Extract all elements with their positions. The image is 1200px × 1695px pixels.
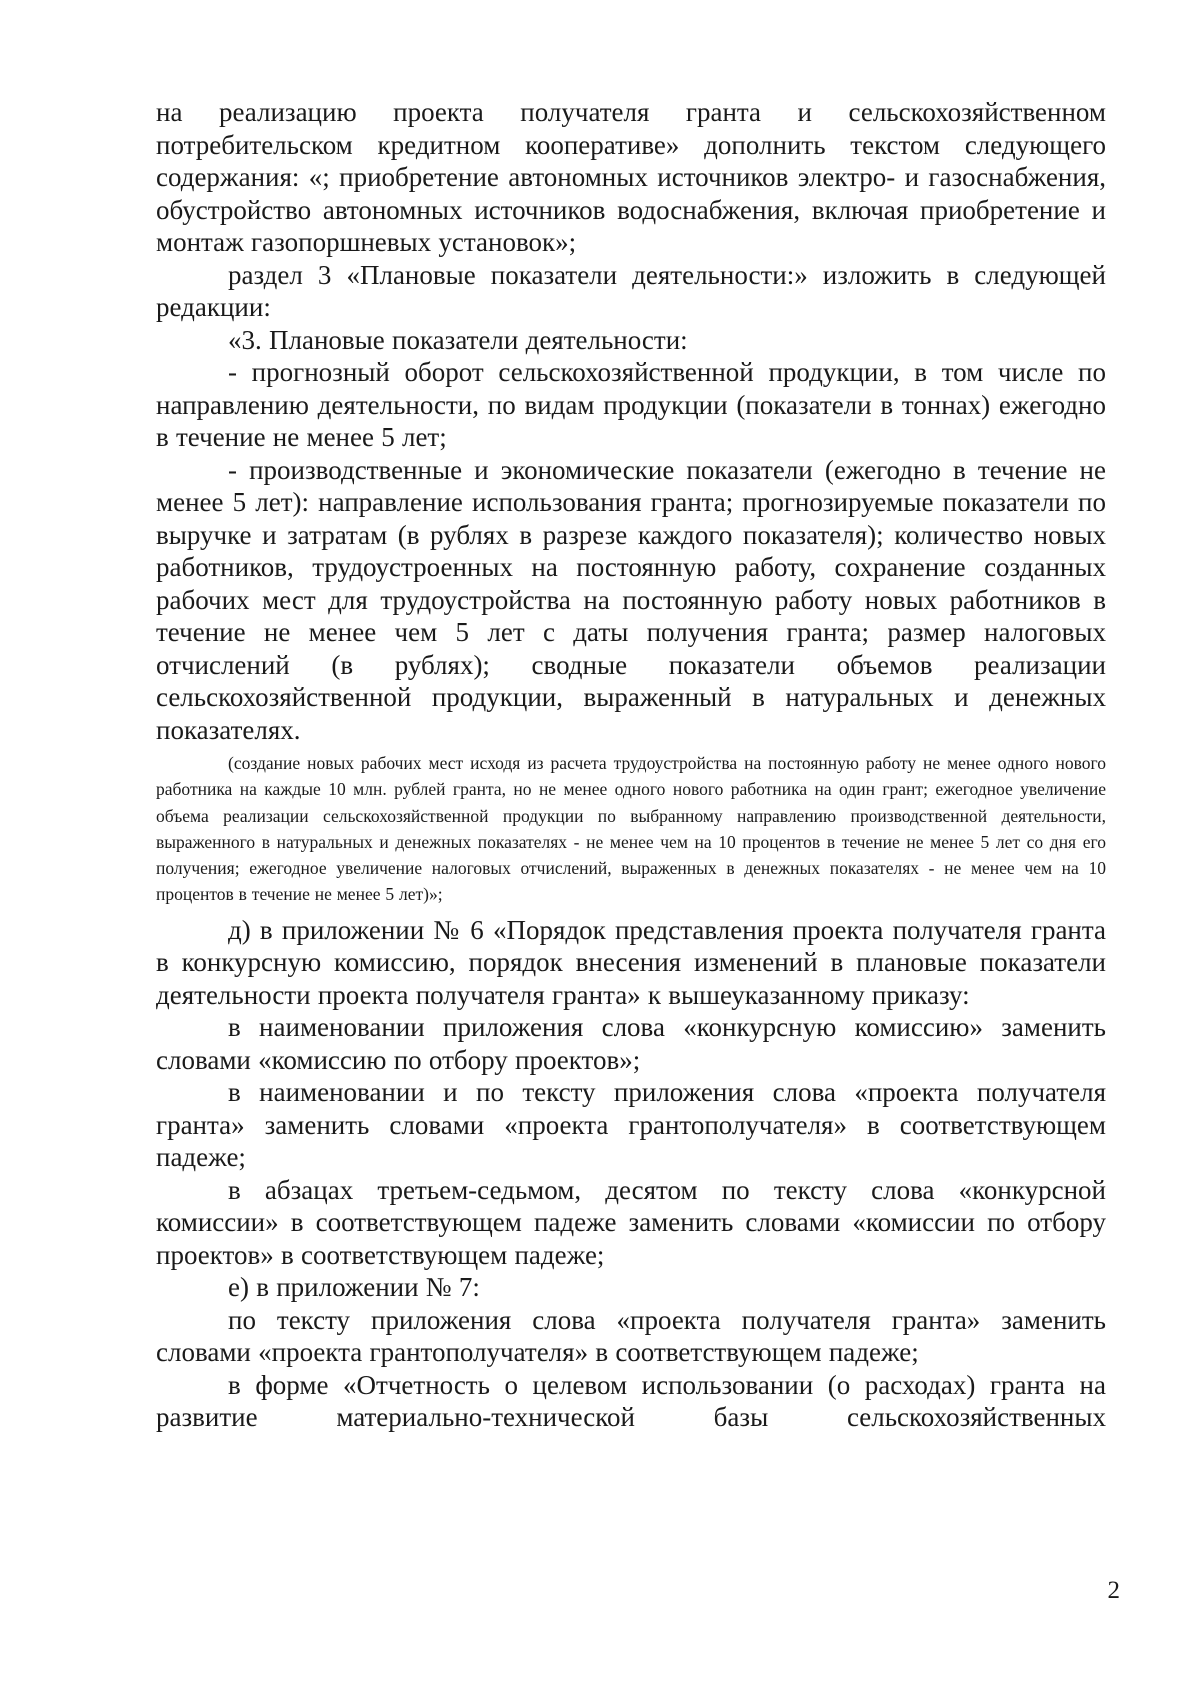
paragraph-appendix-7: е) в приложении № 7: [228, 1272, 480, 1303]
page-number: 2 [1107, 1577, 1120, 1604]
paragraph-note-small-print: (создание новых рабочих мест исходя из расчета трудоустройства на постоянную работу не менее одного нового работника на каждые 10 млн. рублей гранта, но не менее одного нового работника на один грант; ежегодное увеличение объема реализации сельскохозяйственной продукции по выбранному направлению производственной деятельности, выраженного в натуральных и денежных показателях - не менее чем на 10 процентов в течение не менее 5 лет со дня его получения; ежегодное увеличение налоговых отчислений, выраженных в денежных показателях - не менее чем на 10 процентов в течение не менее 5 лет)»; [156, 753, 1106, 905]
paragraph-appendix-6: д) в приложении № 6 «Порядок представления проекта получателя гранта в конкурсную комиссию, порядок внесения изменений в плановые показатели деятельности проекта получателя гранта» к вышеуказанному приказу: [156, 914, 1106, 1010]
paragraph-appendix-6-text-change: в наименовании и по тексту приложения слова «проекта получателя гранта» заменить словами «проекта грантополучателя» в соответствующем падеже; [156, 1077, 1106, 1173]
paragraph-appendix-7-text-change: по тексту приложения слова «проекта получателя гранта» заменить словами «проекта грантополучателя» в соответствующем падеже; [156, 1304, 1106, 1368]
paragraph-appendix-6-commission-change: в абзацах третьем-седьмом, десятом по тексту слова «конкурсной комиссии» в соответствующем падеже заменить словами «комиссии по отбору проектов» в соответствующем падеже; [156, 1174, 1106, 1270]
paragraph-section-3-heading: «3. Плановые показатели деятельности: [228, 324, 688, 355]
paragraph-report-form: в форме «Отчетность о целевом использовании (о расходах) гранта на развитие материально-технической базы сельскохозяйственных [156, 1369, 1106, 1433]
paragraph-appendix-6-title-change: в наименовании приложения слова «конкурсную комиссию» заменить словами «комиссию по отбору проектов»; [156, 1012, 1106, 1075]
document-body [156, 96, 1106, 1434]
paragraph-forecast-turnover: - прогнозный оборот сельскохозяйственной продукции, в том числе по направлению деятельности, по видам продукции (показатели в тоннах) ежегодно в течение не менее 5 лет; [156, 357, 1106, 452]
paragraph-continuation: на реализацию проекта получателя гранта и сельскохозяйственном потребительском кредитном кооперативе» дополнить текстом следующего содержания: «; приобретение автономных источников электро- и газоснабжения, обустройство автономных источников водоснабжения, включая приобретение и монтаж газопоршневых установок»; [156, 97, 1106, 257]
paragraph-production-indicators: - производственные и экономические показатели (ежегодно в течение не менее 5 лет): направление использования гранта; прогнозируемые показатели по выручке и затратам (в рублях в разрезе каждого показателя); количество новых работников, трудоустроенных на постоянную работу, сохранение созданных рабочих мест для трудоустройства на постоянную работу новых работников в течение не менее чем 5 лет с даты получения гранта; размер налоговых отчислений (в рублях); сводные показатели объемов реализации сельскохозяйственной продукции, выраженный в натуральных и денежных показателях. [156, 454, 1106, 745]
paragraph-section-3-instruction: раздел 3 «Плановые показатели деятельности:» изложить в следующей редакции: [156, 259, 1106, 322]
